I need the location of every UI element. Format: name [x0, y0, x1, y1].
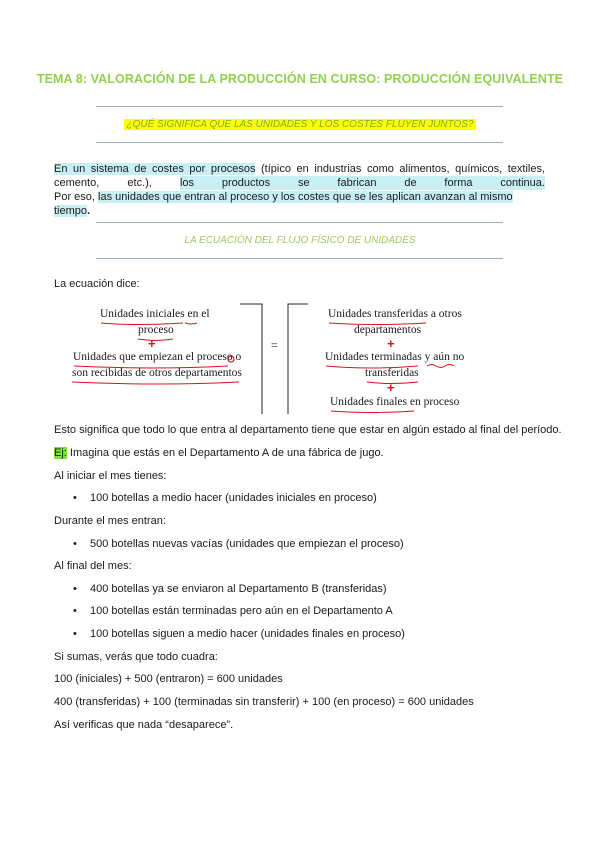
divider: [96, 106, 503, 107]
list-item-text: 100 botellas a medio hacer (unidades iniciales en proceso): [90, 492, 377, 504]
intro-text: Por eso,: [54, 191, 99, 203]
eq-left-term-2b: son recibidas de otros departamentos: [72, 367, 242, 379]
intro-text: etc.),: [127, 177, 152, 189]
eq-equals-sign: =: [271, 338, 278, 352]
start-label: Al iniciar el mes tienes:: [54, 470, 167, 482]
eq-left-term-1b: proceso: [138, 324, 174, 336]
end-label: Al final del mes:: [54, 560, 132, 572]
bullet-icon: •: [73, 583, 77, 595]
sum-label: Si sumas, verás que todo cuadra:: [54, 651, 218, 663]
list-item: [73, 492, 377, 504]
page-title: TEMA 8: VALORACIÓN DE LA PRODUCCIÓN EN CURSO: PRODUCCIÓN EQUIVALENTE: [36, 72, 564, 86]
eq-left-term-1: Unidades iniciales en el: [100, 308, 210, 320]
section-heading-1-text: ¿QUÉ SIGNIFICA QUE LAS UNIDADES Y LOS COSTES FLUYEN JUNTOS?: [124, 119, 477, 130]
closing-text: Así verificas que nada “desaparece”.: [54, 719, 234, 731]
intro-line-1: [54, 162, 545, 176]
list-item-text: 400 botellas ya se enviaron al Departamento B (transferidas): [90, 583, 387, 595]
list-item-text: 500 botellas nuevas vacías (unidades que empiezan el proceso): [90, 538, 404, 550]
highlight-cyan-text: En un sistema de costes por procesos: [54, 163, 256, 175]
eq-right-plus-1: +: [387, 336, 395, 351]
example-line: [54, 447, 384, 459]
meaning-text: Esto significa que todo lo que entra al departamento tiene que estar en algún estado al final del período.: [54, 424, 562, 436]
bullet-icon: •: [73, 605, 77, 617]
sum-equation-2: 400 (transferidas) + 100 (terminadas sin transferir) + 100 (en proceso) = 600 unidades: [54, 696, 474, 708]
equation-lead: La ecuación dice:: [54, 278, 140, 290]
sum-equation-1: 100 (iniciales) + 500 (entraron) = 600 unidades: [54, 673, 283, 685]
intro-paragraph: [54, 162, 545, 218]
eq-right-term-1b: departamentos: [354, 324, 422, 336]
divider: [96, 142, 503, 143]
during-label: Durante el mes entran:: [54, 515, 166, 527]
bullet-icon: •: [73, 492, 77, 504]
eq-left-term-2: Unidades que empiezan el proceso o: [73, 351, 242, 363]
equation-figure: [54, 296, 545, 420]
section-heading-2: LA ECUACIÓN DEL FLUJO FÍSICO DE UNIDADES: [184, 235, 416, 246]
divider: [96, 222, 503, 223]
intro-text: (típico en industrias como alimentos, químicos, textiles,: [255, 163, 546, 175]
intro-text: .: [87, 205, 91, 217]
intro-text: cemento,: [54, 177, 100, 189]
list-item: [73, 583, 387, 595]
list-item-text: 100 botellas siguen a medio hacer (unidades finales en proceso): [90, 628, 405, 640]
highlight-cyan-text: los productos se fabrican de forma continua.: [179, 177, 545, 189]
eq-right-term-2: Unidades terminadas y aún no: [325, 351, 465, 363]
eq-left-plus: +: [148, 336, 156, 351]
section-heading-1: [0, 119, 600, 130]
intro-line-3: [54, 190, 545, 218]
eq-right-term-2b: transferidas: [365, 367, 419, 379]
bullet-icon: •: [73, 628, 77, 640]
example-text: Imagina que estás en el Departamento A de una fábrica de jugo.: [66, 447, 384, 459]
list-item: [73, 628, 405, 640]
eq-right-term-1: Unidades transferidas a otros: [328, 308, 462, 320]
example-label: Ej:: [54, 447, 67, 459]
intro-line-2: [54, 176, 545, 190]
highlight-cyan-text: las unidades que entran al proceso y los costes que se les aplican avanzan al mismo tiempo: [54, 191, 513, 217]
list-item-text: 100 botellas están terminadas pero aún en el Departamento A: [90, 605, 393, 617]
bullet-icon: •: [73, 538, 77, 550]
eq-right-term-3: Unidades finales en proceso: [330, 396, 460, 408]
eq-right-plus-2: +: [387, 380, 395, 395]
list-item: [73, 538, 404, 550]
list-item: [73, 605, 393, 617]
divider: [96, 258, 503, 259]
